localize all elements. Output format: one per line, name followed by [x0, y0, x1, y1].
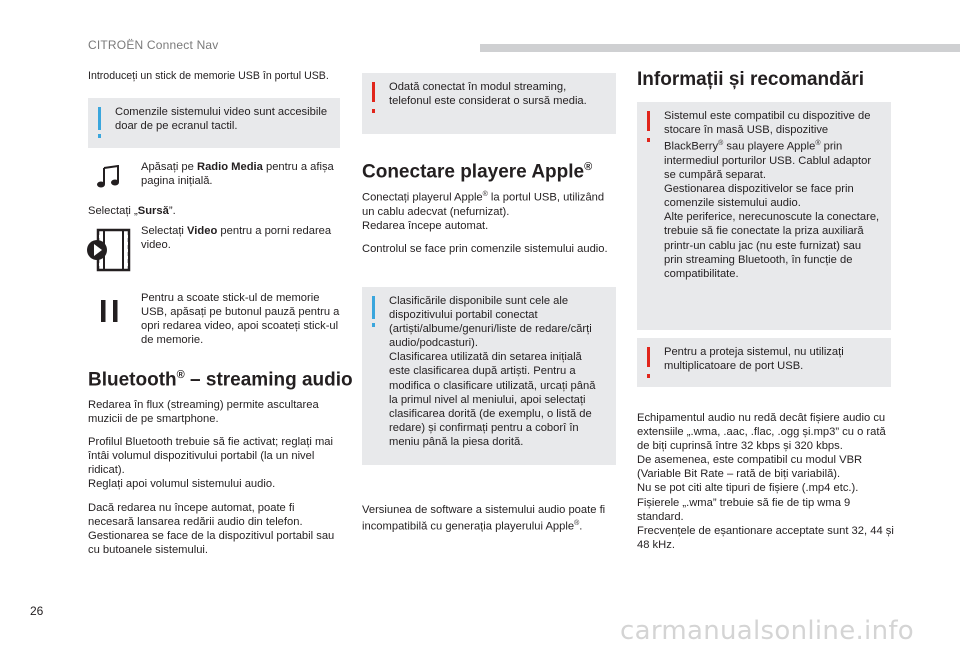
software-compat-text: Versiunea de software a sistemului audio poate fi incompatibilă cu generația playerului Apple®.: [362, 504, 606, 533]
pause-icon: [98, 298, 122, 324]
apple-players-heading: Conectare playere Apple®: [362, 161, 593, 183]
watermark: carmanualsonline.info: [620, 616, 915, 646]
music-note-icon: [96, 165, 122, 189]
remove-usb-step: Pentru a scoate stick-ul de memorie USB, apăsați pe butonul pauză pentru a opri redarea video, apoi scoateți stick-ul de memorie.: [141, 292, 340, 347]
info-icon: [98, 107, 101, 130]
warning-icon: [647, 347, 650, 367]
usb-hub-warning-note: Pentru a proteja sistemul, nu utilizați multiplicatoare de port USB.: [637, 338, 891, 387]
warning-icon: [372, 82, 375, 102]
bluetooth-text: Redarea în flux (streaming) permite ascultarea muzicii de pe smartphone. Profilul Bluetooth trebuie să fie activat; reglați mai întâi volumul dispozitivului portabil (la un nivel ridicat). Reglați apoi volumul sistemului audio. Dacă redarea nu începe automat, poate fi necesară lansarea redării audio din telefon. Gestionarea se face de la dispozitivul portabil sau cu butoanele sistemului.: [88, 399, 335, 556]
video-controls-note: Comenzile sistemului video sunt accesibile doar de pe ecranul tactil.: [88, 98, 340, 148]
header-bar: [480, 44, 960, 52]
video-step: Selectați Video pentru a porni redarea video.: [141, 225, 332, 252]
info-recommendations-heading: Informații și recomandări: [637, 69, 865, 90]
radio-media-step: Apăsați pe Radio Media pentru a afișa pagina inițială.: [141, 161, 334, 188]
usb-intro: Introduceți un stick de memorie USB în portul USB.: [88, 70, 329, 82]
audio-formats-text: Echipamentul audio nu redă decât fișiere audio cu extensiile „.wma, .aac, .flac, .ogg și.mp3” cu o rată de biți cuprinsă între 32 kbps și 320 kbps. De asemenea, este compatibil cu modul VBR (Variable Bit Rate – rată de biți variabilă). Nu se pot citi alte tipuri de fișiere (.mp4 etc.). Fișierele „.wma” trebuie să fie de tip wma 9 standard. Frecvențele de eșantionare acceptate sunt 32, 44 și 48 kHz.: [637, 412, 894, 551]
page-number: 26: [30, 604, 44, 618]
warning-icon: [647, 111, 650, 131]
apple-text: Conectați playerul Apple® la portul USB, utilizând un cablu adecvat (nefurnizat). Redarea începe automat. Controlul se face prin comenzile sistemului audio.: [362, 191, 608, 256]
streaming-warning-note: Odată conectat în modul streaming, telefonul este considerat o sursă media.: [362, 73, 616, 134]
info-icon: [372, 296, 375, 319]
compatibility-warning-note: Sistemul este compatibil cu dispozitive de stocare în masă USB, dispozitive BlackBerry® sau playere Apple® prin intermediul porturilor USB. Cablul adaptor se cumpără separat. Gestionarea dispozitivelor se face prin comenzile sistemului audio. Alte periferice, nerecunoscute la conectare, trebuie să fie conectate la priza auxiliară printr-un cablu jac (nu este furnizat) sau prin streaming Bluetooth, în funcție de compatibilitate.: [637, 102, 891, 330]
select-source-text: Selectați „Sursă”.: [88, 205, 176, 217]
manual-header-title: CITROËN Connect Nav: [88, 38, 219, 52]
bluetooth-streaming-heading: Bluetooth® – streaming audio: [88, 369, 353, 391]
classification-note: Clasificările disponibile sunt cele ale dispozitivului portabil conectat (artiști/albume/genuri/liste de redare/cărți audio/podcasturi). Clasificarea utilizată din setarea inițială este clasificarea după artiști. Pentru a modifica o clasificare utilizată, urcați până la primul nivel al meniului, apoi selectați clasificarea dorită (de exemplu, o listă de redare) și confirmați pentru a coborî în meniu până la piesa dorită.: [362, 287, 616, 465]
video-film-icon: [86, 228, 132, 274]
